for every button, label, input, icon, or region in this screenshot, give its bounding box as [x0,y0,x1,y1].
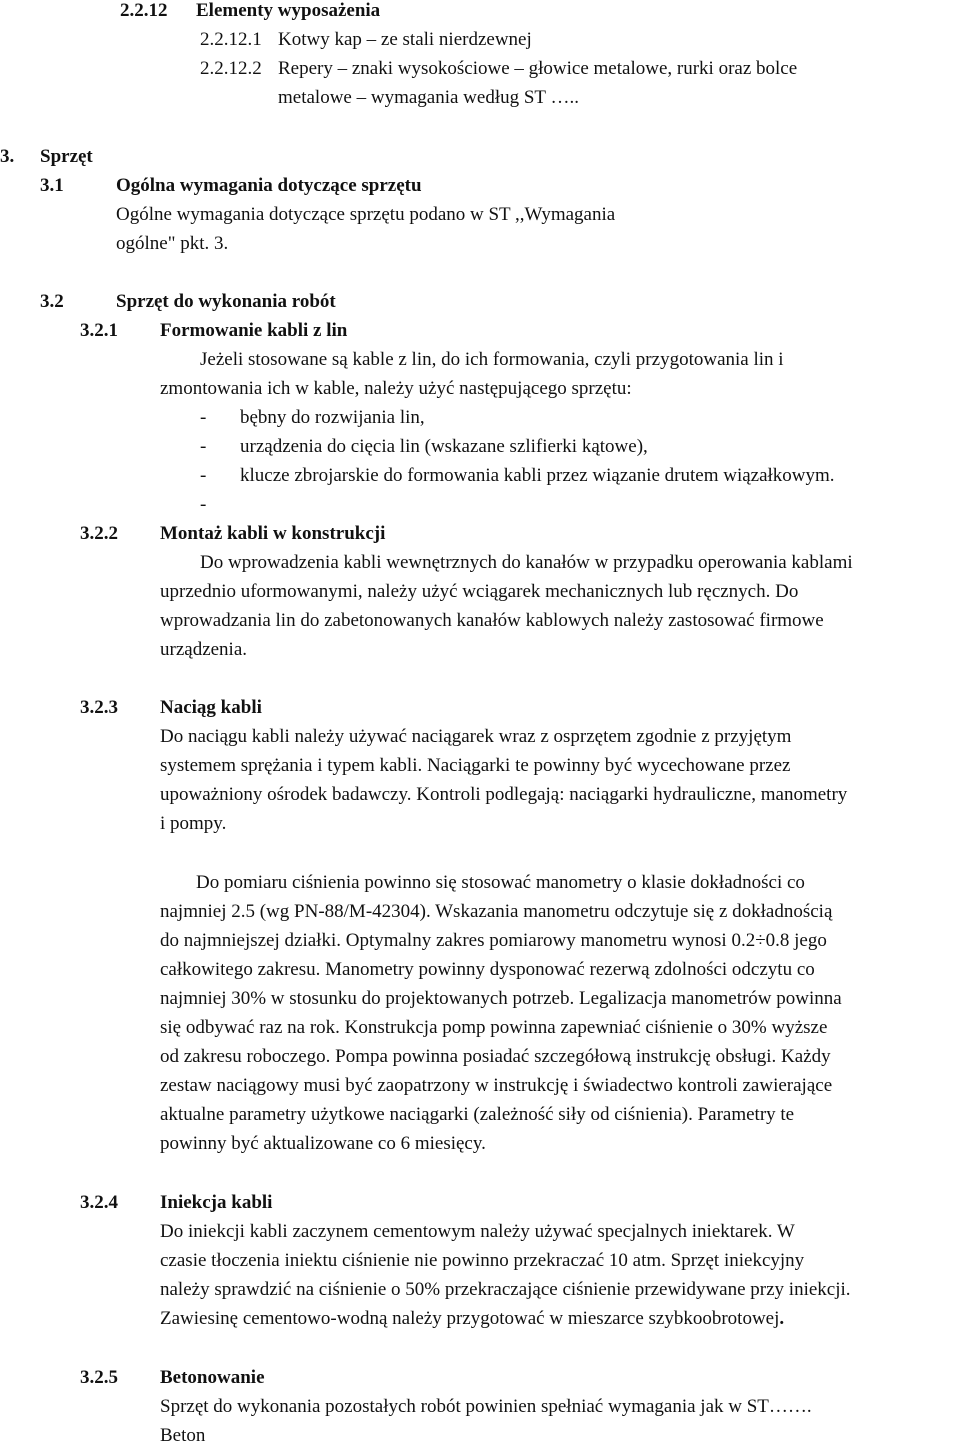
section-number: 3.1 [40,175,64,196]
section-title: Sprzęt do wykonania robót [116,291,336,312]
paragraph-line: najmniej 30% w stosunku do projektowanych potrzeb. Legalizacja manometrów powinna [160,988,842,1009]
section-title: Montaż kabli w konstrukcji [160,523,386,544]
heading-3-2-3 [80,693,262,722]
paragraph-line: Do naciągu kabli należy używać naciągarek wraz z osprzętem zgodnie z przyjętym [160,726,792,747]
paragraph-line: systemem sprężania i typem kabli. Naciągarki te powinny być wycechowane przez [160,755,791,776]
paragraph-line: Do pomiaru ciśnienia powinno się stosować manometry o klasie dokładności co [196,872,805,893]
section-number: 3.2.5 [80,1367,118,1388]
dash-marker: - [200,436,207,457]
heading-3-2 [40,287,336,316]
paragraph-line: Do iniekcji kabli zaczynem cementowym należy używać specjalnych iniektarek. W [160,1221,795,1242]
heading-3-2-5 [80,1363,265,1392]
bullet-item-empty [200,490,240,519]
bullet-item [200,432,648,461]
heading-3-1 [40,171,422,200]
heading-2-2-12 [120,0,380,25]
section-title: Elementy wyposażenia [196,0,381,21]
bullet-item [200,461,835,490]
section-number: 3.2 [40,291,64,312]
bullet-item [200,403,425,432]
paragraph-line: aktualne parametry użytkowe naciągarki (zależność siły od ciśnienia). Parametry te [160,1104,795,1125]
paragraph-line: się odbywać raz na rok. Konstrukcja pomp powinna zapewniać ciśnienie o 30% wyższe [160,1017,828,1038]
terminal-period: . [779,1308,785,1329]
paragraph-line: od zakresu roboczego. Pompa powinna posiadać szczegółową instrukcję obsługi. Każdy [160,1046,831,1067]
item-number: 2.2.12.1 [200,29,262,50]
section-title: Sprzęt [40,146,93,167]
paragraph-line: zestaw naciągowy musi być zaopatrzony w instrukcję i świadectwo kontroli zawierające [160,1075,833,1096]
paragraph-line: uprzednio uformowanymi, należy użyć wciągarek mechanicznych lub ręcznych. Do [160,581,799,602]
heading-3-2-1 [80,316,347,345]
paragraph-line: Sprzęt do wykonania pozostałych robót powinien spełniać wymagania jak w ST……. [160,1396,812,1417]
section-title: Iniekcja kabli [160,1192,273,1213]
paragraph-line: Jeżeli stosowane są kable z lin, do ich formowania, czyli przygotowania lin i [200,349,784,370]
paragraph-line: najmniej 2.5 (wg PN-88/M-42304). Wskazania manometru odczytuje się z dokładnością [160,901,833,922]
heading-3-2-4 [80,1188,272,1217]
bullet-text: urządzenia do cięcia lin (wskazane szlifierki kątowe), [240,436,648,457]
paragraph-line [160,1304,784,1333]
paragraph-line: ogólne" pkt. 3. [116,233,229,254]
section-title: Formowanie kabli z lin [160,320,348,341]
paragraph-line: upoważniony ośrodek badawczy. Kontroli podlegają: naciągarki hydrauliczne, manometry [160,784,848,805]
paragraph-line: czasie tłoczenia iniektu ciśnienie nie powinno przekraczać 10 atm. Sprzęt iniekcyjny [160,1250,805,1271]
section-number: 3.2.1 [80,320,118,341]
bullet-text: bębny do rozwijania lin, [240,407,425,428]
paragraph-line: Ogólne wymagania dotyczące sprzętu podano w ST ,,Wymagania [116,204,616,225]
paragraph-line: zmontowania ich w kable, należy użyć następującego sprzętu: [160,378,632,399]
paragraph-text: Zawiesinę cementowo-wodną należy przygotować w mieszarce szybkoobrotowej [160,1308,780,1329]
section-number: 3. [0,146,15,167]
item-text-continuation: metalowe – wymagania według ST ….. [278,87,579,108]
section-title: Ogólna wymagania dotyczące sprzętu [116,175,422,196]
paragraph-line: urządzenia. [160,639,248,660]
section-title: Betonowanie [160,1367,265,1388]
section-number: 2.2.12 [120,0,168,21]
item-text: Kotwy kap – ze stali nierdzewnej [278,29,532,50]
section-number: 3.2.2 [80,523,118,544]
section-number: 3.2.4 [80,1192,118,1213]
paragraph-line: Do wprowadzenia kabli wewnętrznych do kanałów w przypadku operowania kablami [200,552,853,573]
bullet-text: klucze zbrojarskie do formowania kabli przez wiązanie drutem wiązałkowym. [240,465,835,486]
paragraph-line: powinny być aktualizowane co 6 miesięcy. [160,1133,486,1154]
item-number: 2.2.12.2 [200,58,262,79]
paragraph-line: do najmniejszej działki. Optymalny zakres pomiarowy manometru wynosi 0.2÷0.8 jego [160,930,827,951]
section-number: 3.2.3 [80,697,118,718]
heading-3 [0,142,93,171]
dash-marker: - [200,494,207,515]
paragraph-line: Beton [160,1425,206,1446]
paragraph-line: całkowitego zakresu. Manometry powinny dysponować rezerwą zdolności odczytu co [160,959,815,980]
section-title: Naciąg kabli [160,697,262,718]
list-item [200,25,532,54]
dash-marker: - [200,407,207,428]
heading-3-2-2 [80,519,385,548]
list-item [200,54,797,83]
paragraph-line: i pompy. [160,813,227,834]
item-text: Repery – znaki wysokościowe – głowice metalowe, rurki oraz bolce [278,58,798,79]
dash-marker: - [200,465,207,486]
paragraph-line: należy sprawdzić na ciśnienie o 50% przekraczające ciśnienie przewidywane przy iniekcji. [160,1279,851,1300]
paragraph-line: wprowadzania lin do zabetonowanych kanałów kablowych należy zastosować firmowe [160,610,824,631]
